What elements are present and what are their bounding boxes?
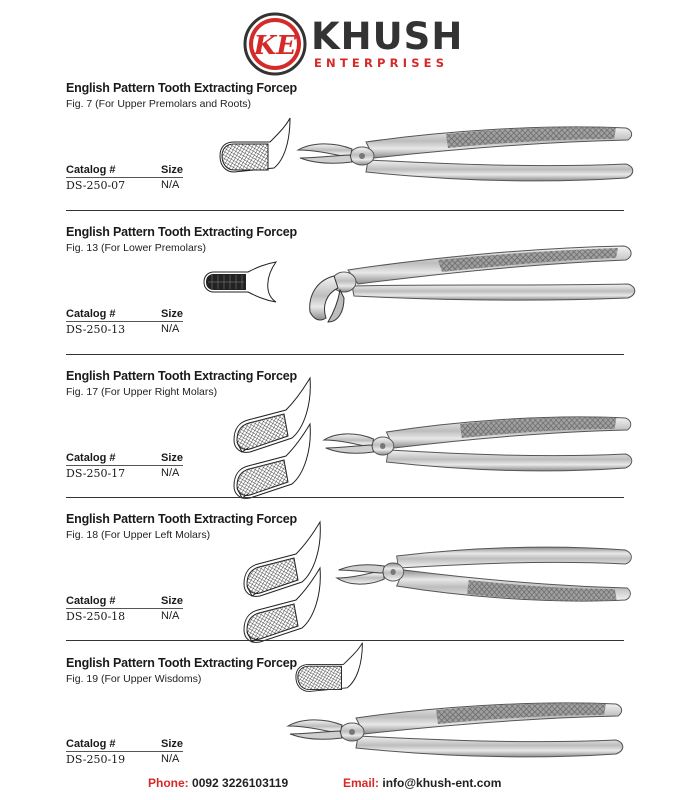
catalog-number: DS-250-07 bbox=[66, 179, 126, 192]
catalog-header: Catalog # bbox=[66, 308, 116, 320]
size-value: N/A bbox=[161, 179, 180, 191]
tooth-illustration bbox=[242, 518, 332, 628]
size-value: N/A bbox=[161, 323, 180, 335]
size-header: Size bbox=[161, 738, 184, 750]
product-figure: Fig. 18 (For Upper Left Molars) bbox=[66, 529, 211, 541]
phone-number[interactable]: 0092 3226103119 bbox=[192, 776, 289, 790]
size-header: Size bbox=[161, 164, 184, 176]
tooth-illustration bbox=[294, 650, 374, 696]
forcep-image bbox=[296, 240, 636, 330]
product-title: English Pattern Tooth Extracting Forcep bbox=[66, 81, 297, 95]
tooth-illustration bbox=[216, 118, 296, 178]
size-value: N/A bbox=[161, 753, 180, 765]
catalog-number: DS-250-18 bbox=[66, 610, 126, 623]
section-divider bbox=[66, 354, 624, 355]
catalog-number: DS-250-17 bbox=[66, 467, 126, 480]
catalog-rule bbox=[66, 608, 183, 609]
forcep-image bbox=[286, 692, 636, 762]
forcep-image bbox=[296, 120, 636, 180]
catalog-number: DS-250-19 bbox=[66, 753, 126, 766]
size-value: N/A bbox=[161, 467, 180, 479]
size-header: Size bbox=[161, 452, 184, 464]
catalog-header: Catalog # bbox=[66, 595, 116, 607]
product-figure: Fig. 13 (For Lower Premolars) bbox=[66, 242, 207, 254]
catalog-rule bbox=[66, 751, 183, 752]
phone-contact bbox=[148, 776, 288, 790]
product-figure: Fig. 19 (For Upper Wisdoms) bbox=[66, 673, 202, 685]
logo-initials: KE bbox=[253, 31, 297, 61]
forcep-image bbox=[322, 410, 642, 470]
catalog-header: Catalog # bbox=[66, 738, 116, 750]
phone-label: Phone: bbox=[148, 776, 189, 790]
size-header: Size bbox=[161, 308, 184, 320]
product-title: English Pattern Tooth Extracting Forcep bbox=[66, 656, 297, 670]
ke-logo-icon bbox=[243, 12, 307, 76]
forcep-image bbox=[336, 544, 636, 604]
catalog-header: Catalog # bbox=[66, 452, 116, 464]
contact-footer bbox=[0, 776, 689, 794]
product-figure: Fig. 7 (For Upper Premolars and Roots) bbox=[66, 98, 251, 110]
email-address[interactable]: info@khush-ent.com bbox=[382, 776, 502, 790]
section-divider bbox=[66, 497, 624, 498]
email-contact bbox=[343, 776, 501, 790]
brand-tagline: ENTERPRISES bbox=[314, 56, 449, 70]
size-value: N/A bbox=[161, 610, 180, 622]
size-header: Size bbox=[161, 595, 184, 607]
product-figure: Fig. 17 (For Upper Right Molars) bbox=[66, 386, 218, 398]
section-divider bbox=[66, 640, 624, 641]
product-title: English Pattern Tooth Extracting Forcep bbox=[66, 512, 297, 526]
tooth-illustration bbox=[232, 376, 322, 486]
brand-logo bbox=[243, 10, 464, 78]
brand-name: KHUSH bbox=[311, 15, 464, 58]
catalog-number: DS-250-13 bbox=[66, 323, 126, 336]
catalog-header: Catalog # bbox=[66, 164, 116, 176]
email-label: Email: bbox=[343, 776, 380, 790]
product-title: English Pattern Tooth Extracting Forcep bbox=[66, 225, 297, 239]
tooth-illustration bbox=[204, 262, 284, 302]
catalog-rule bbox=[66, 177, 183, 178]
product-title: English Pattern Tooth Extracting Forcep bbox=[66, 369, 297, 383]
catalog-rule bbox=[66, 465, 183, 466]
catalog-rule bbox=[66, 321, 183, 322]
section-divider bbox=[66, 210, 624, 211]
